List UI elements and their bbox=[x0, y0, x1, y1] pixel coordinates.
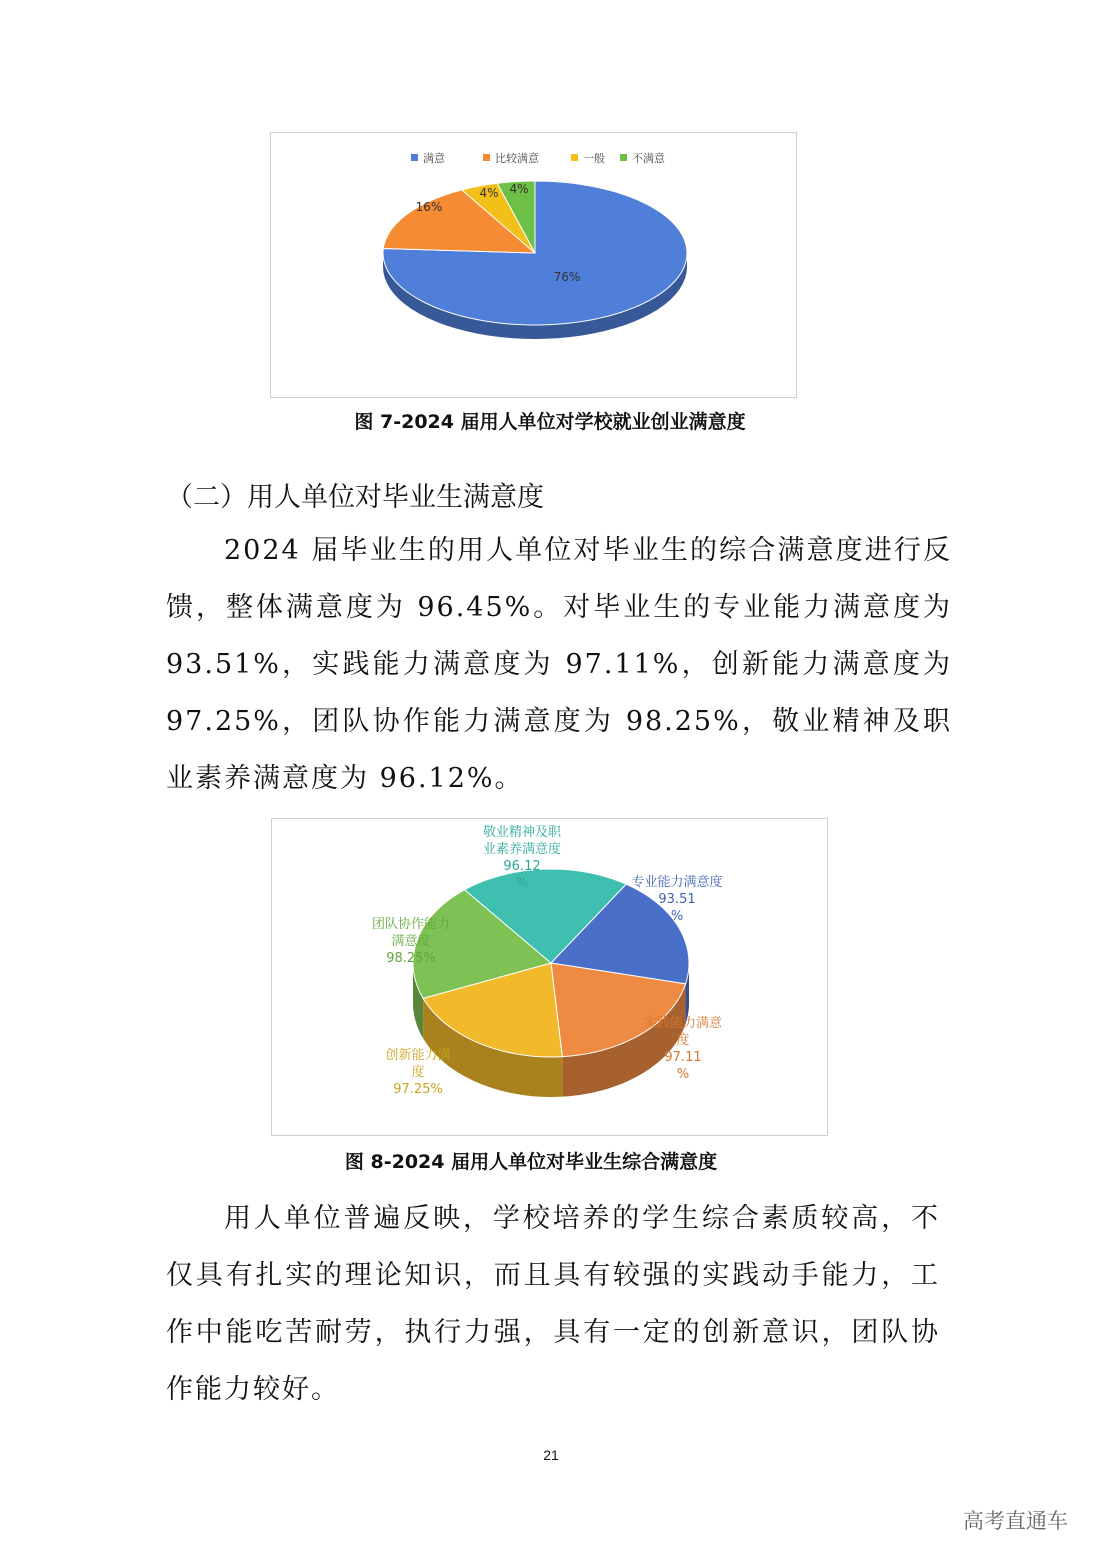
fig8-data-label-3-line-1: 满意度 bbox=[391, 934, 431, 949]
fig7-legend-label-2: 一般 bbox=[583, 152, 605, 165]
fig7-data-label-3: 4% bbox=[509, 182, 529, 196]
fig8-data-label-3-line-0: 团队协作能力 bbox=[371, 917, 451, 932]
fig8-data-label-0-line-1: 93.51 bbox=[658, 892, 696, 907]
fig7-legend-label-1: 比较满意 bbox=[495, 152, 539, 165]
fig8-data-label-4-line-1: 业素养满意度 bbox=[482, 842, 562, 857]
fig8-data-label-4-line-0: 敬业精神及职 bbox=[482, 825, 562, 840]
figure8-chart bbox=[271, 818, 828, 1136]
fig8-data-label-2-line-1: 度 bbox=[411, 1065, 425, 1080]
fig8-data-label-1-line-2: 97.11 bbox=[664, 1050, 702, 1065]
fig7-data-label-2: 4% bbox=[479, 186, 499, 200]
fig7-legend-swatch-3 bbox=[620, 154, 627, 161]
fig8-data-label-1-line-1: 度 bbox=[676, 1033, 690, 1048]
fig8-data-label-3-line-2: 98.25% bbox=[386, 951, 436, 966]
watermark: 高考直通车 bbox=[963, 1509, 1068, 1533]
fig8-data-label-0-line-2: % bbox=[670, 909, 684, 924]
fig7-data-label-0: 76% bbox=[553, 270, 581, 284]
paragraph-1: 2024 届毕业生的用人单位对毕业生的综合满意度进行反馈，整体满意度为 96.45%。对毕业生的专业能力满意度为 93.51%，实践能力满意度为 97.11%，创新能力满意度为 97.25%，团队协作能力满意度为 98.25%，敬业精神及职业素养满意度为 96.12%。 bbox=[166, 535, 952, 794]
fig7-legend-swatch-2 bbox=[571, 154, 578, 161]
fig7-legend-swatch-1 bbox=[483, 154, 490, 161]
fig8-data-label-1-line-3: % bbox=[676, 1067, 690, 1082]
fig8-data-label-2-line-2: 97.25% bbox=[393, 1082, 443, 1097]
fig8-data-label-1-line-0: 实践能力满意 bbox=[643, 1016, 723, 1031]
figure7-caption: 图 7-2024 届用人单位对学校就业创业满意度 bbox=[354, 411, 746, 433]
fig8-data-label-4-line-2: 96.12 bbox=[503, 859, 541, 874]
section-heading: （二）用人单位对毕业生满意度 bbox=[166, 482, 544, 513]
figure8-pie bbox=[272, 819, 827, 1135]
fig8-data-label-0-line-0: 专业能力满意度 bbox=[631, 875, 723, 890]
figure8-caption: 图 8-2024 届用人单位对毕业生综合满意度 bbox=[344, 1151, 718, 1173]
figure7-chart bbox=[270, 132, 797, 398]
paragraph-2: 用人单位普遍反映，学校培养的学生综合素质较高，不仅具有扎实的理论知识，而且具有较强的实践动手能力，工作中能吃苦耐劳，执行力强，具有一定的创新意识，团队协作能力较好。 bbox=[166, 1203, 940, 1405]
fig8-data-label-2-line-0: 创新能力满 bbox=[385, 1048, 451, 1063]
fig7-legend-swatch-0 bbox=[411, 154, 418, 161]
page-number: 21 bbox=[543, 1447, 559, 1463]
fig7-legend-label-0: 满意 bbox=[423, 152, 445, 165]
fig7-data-label-1: 16% bbox=[415, 200, 443, 214]
figure7-pie bbox=[271, 133, 796, 397]
fig7-legend-label-3: 不满意 bbox=[632, 152, 665, 165]
fig8-data-label-4-line-3: % bbox=[515, 876, 529, 891]
